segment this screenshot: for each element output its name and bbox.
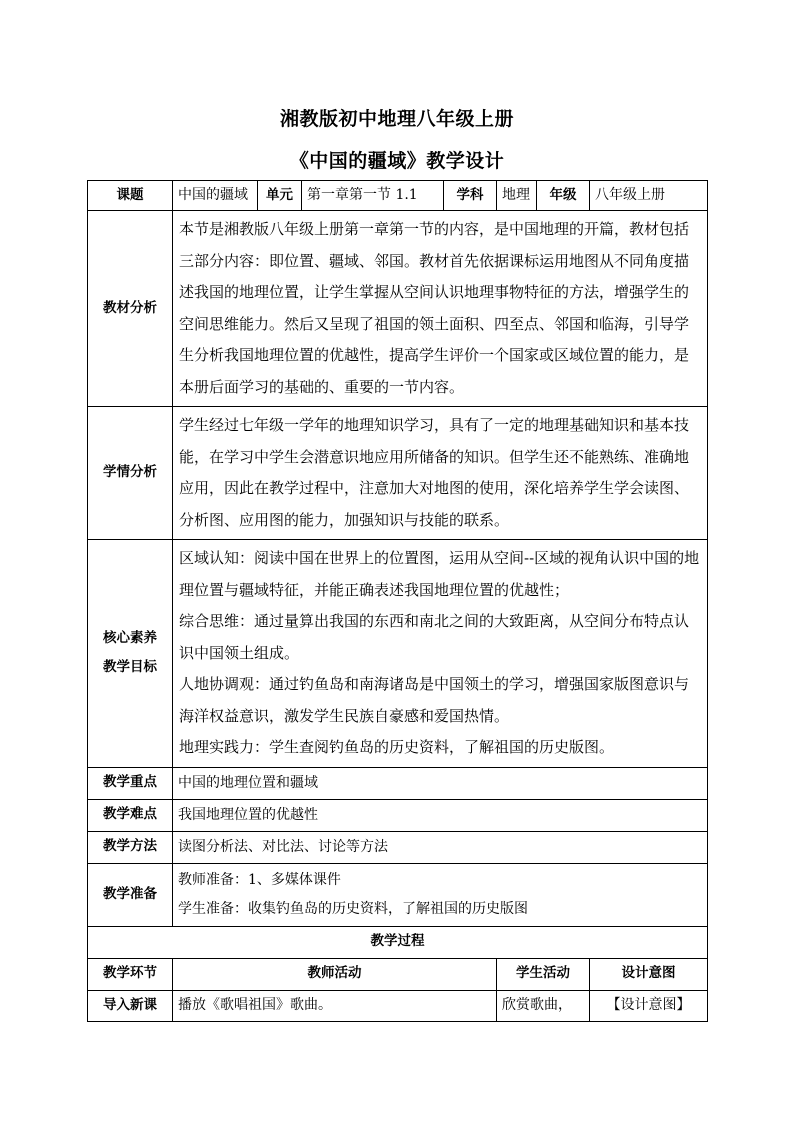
method-label: 教学方法 bbox=[88, 831, 173, 863]
key-point-row bbox=[88, 767, 708, 799]
method-row bbox=[88, 831, 708, 863]
preparation-row bbox=[88, 863, 708, 926]
col-teacher-header: 教师活动 bbox=[173, 958, 497, 990]
stage-cell: 导入新课 bbox=[88, 990, 173, 1021]
process-heading: 教学过程 bbox=[88, 926, 708, 958]
material-analysis-label: 教材分析 bbox=[88, 211, 173, 407]
key-point-text: 中国的地理位置和疆域 bbox=[173, 767, 708, 799]
goal-item: 综合思维：通过量算出我国的东西和南北之间的大致距离，从空间分布特点认识中国领土组成。 bbox=[179, 612, 690, 662]
student-preparation: 学生准备：收集钓鱼岛的历史资料，了解祖国的历史版图 bbox=[178, 900, 528, 917]
student-analysis-row bbox=[88, 407, 708, 540]
preparation-text bbox=[173, 863, 708, 926]
document-subtitle: 《中国的疆域》教学设计 bbox=[289, 150, 505, 172]
unit-label: 单元 bbox=[258, 181, 302, 211]
preparation-label: 教学准备 bbox=[88, 863, 173, 926]
lesson-plan-table bbox=[87, 180, 708, 1022]
topic-value: 中国的疆域 bbox=[173, 181, 258, 211]
process-header-row bbox=[88, 958, 708, 990]
core-goals-label-line2: 教学目标 bbox=[103, 659, 157, 676]
material-analysis-text: 本节是湘教版八年级上册第一章第一节的内容，是中国地理的开篇，教材包括三部分内容：即位置、疆域、邻国。教材首先依据课标运用地图从不同角度描述我国的地理位置，让学生掌握从空间认识地理事物特征的方法，增强学生的空间思维能力。然后又呈现了祖国的领土面积、四至点、邻国和临海，引导学生分析我国地理位置的优越性，提高学生评价一个国家或区域位置的能力，是本册后面学习的基础的、重要的一节内容。 bbox=[173, 211, 708, 407]
col-intent-header: 设计意图 bbox=[590, 958, 708, 990]
col-student-header: 学生活动 bbox=[497, 958, 590, 990]
subject-label: 学科 bbox=[444, 181, 497, 211]
teacher-preparation: 教师准备：1、多媒体课件 bbox=[178, 871, 341, 888]
subject-value: 地理 bbox=[497, 181, 537, 211]
goal-item: 区域认知：阅读中国在世界上的位置图，运用从空间--区域的视角认识中国的地理位置与疆域特征，并能正确表述我国地理位置的优越性； bbox=[179, 549, 700, 599]
difficulty-row bbox=[88, 799, 708, 831]
core-goals-label-line1: 核心素养 bbox=[103, 629, 157, 646]
process-row bbox=[88, 990, 708, 1021]
core-goals-text bbox=[173, 540, 708, 768]
intent-cell: 【设计意图】 bbox=[590, 990, 708, 1021]
goal-item: 地理实践力：学生查阅钓鱼岛的历史资料，了解祖国的历史版图。 bbox=[179, 738, 615, 756]
teacher-activity-cell: 播放《歌唱祖国》歌曲。 bbox=[173, 990, 497, 1021]
student-activity-cell: 欣赏歌曲， bbox=[497, 990, 590, 1021]
document-title: 湘教版初中地理八年级上册 bbox=[279, 108, 514, 130]
student-analysis-label: 学情分析 bbox=[88, 407, 173, 540]
process-heading-row bbox=[88, 926, 708, 958]
grade-label: 年级 bbox=[537, 181, 590, 211]
header-row bbox=[88, 181, 708, 211]
student-analysis-text: 学生经过七年级一学年的地理知识学习，具有了一定的地理基础知识和基本技能，在学习中学生会潜意识地应用所储备的知识。但学生还不能熟练、准确地应用，因此在教学过程中，注意加大对地图的使用，深化培养学生学会读图、分析图、应用图的能力，加强知识与技能的联系。 bbox=[173, 407, 708, 540]
core-goals-label bbox=[88, 540, 173, 768]
method-text: 读图分析法、对比法、讨论等方法 bbox=[173, 831, 708, 863]
key-point-label: 教学重点 bbox=[88, 767, 173, 799]
unit-value: 第一章第一节 1.1 bbox=[302, 181, 444, 211]
goal-item: 人地协调观：通过钓鱼岛和南海诸岛是中国领土的学习，增强国家版图意识与海洋权益意识，激发学生民族自豪感和爱国热情。 bbox=[179, 675, 690, 725]
col-stage-header: 教学环节 bbox=[88, 958, 173, 990]
difficulty-label: 教学难点 bbox=[88, 799, 173, 831]
topic-label: 课题 bbox=[88, 181, 173, 211]
grade-value: 八年级上册 bbox=[590, 181, 708, 211]
core-goals-row bbox=[88, 540, 708, 768]
material-analysis-row bbox=[88, 211, 708, 407]
difficulty-text: 我国地理位置的优越性 bbox=[173, 799, 708, 831]
